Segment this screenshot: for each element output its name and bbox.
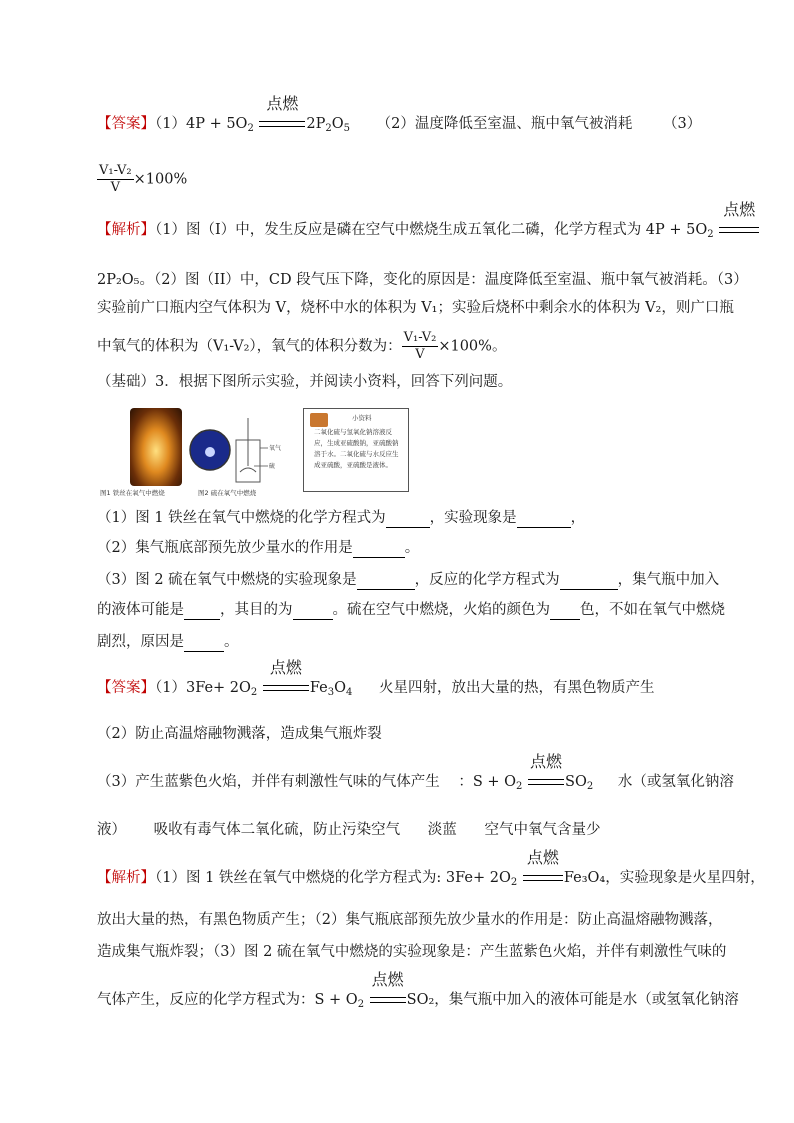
text: 色，不如在氧气中燃烧 [580, 602, 725, 618]
fraction-denominator: V [110, 180, 121, 195]
fraction [97, 163, 134, 196]
eq-left: （1）3Fe+ 2O [155, 680, 251, 696]
answer-2-line-4: 液） 吸收有毒气体二氧化硫，防止污染空气 淡蓝 空气中氧气含量少 [97, 822, 601, 838]
sub: 2 [325, 123, 332, 134]
reaction-arrow [258, 94, 306, 134]
question-3-line-2 [97, 538, 419, 558]
blank[interactable] [184, 605, 220, 620]
answer-text: 火星四射，放出大量的热，有黑色物质产生 [379, 680, 655, 696]
label-sulfur: 硫 [269, 463, 276, 470]
label-oxygen: 氧气 [269, 445, 282, 452]
explain-text: （1）图 1 铁丝在氧气中燃烧的化学方程式为: 3Fe+ 2O [155, 870, 511, 886]
fraction-tail: ×100% [133, 171, 188, 188]
fraction-tail: ×100% [438, 338, 492, 355]
sub: 3 [327, 687, 335, 698]
blank[interactable] [517, 513, 571, 528]
info-note [303, 408, 409, 492]
eq-right-o: O [331, 116, 344, 132]
blank[interactable] [357, 575, 415, 590]
text: 。 [224, 634, 239, 650]
answer-2-line-1 [97, 658, 655, 703]
blank[interactable] [386, 513, 430, 528]
explain-text: 气体产生，反应的化学方程式为：S + O [97, 992, 358, 1008]
text: ，集气瓶中加入 [617, 572, 720, 588]
eq-left: （1）4P + 5O [155, 116, 248, 132]
explain-1-line-2: 2P₂O₅。（2）图（II）中，CD 段气压下降，变化的原因是：温度降低至室温、瓶中氧气被消耗。（3） [97, 272, 748, 288]
answer-text: 水（或氢氧化钠溶 [617, 774, 734, 790]
text: （3）图 2 硫在氧气中燃烧的实验现象是 [97, 572, 357, 588]
figure-2-sulfur-burning [188, 416, 283, 484]
text: ，其目的为 [220, 602, 293, 618]
explain-1-line-1 [97, 200, 760, 245]
condition-label: 点燃 [371, 970, 404, 989]
answer-tag: 【答案】 [97, 116, 155, 132]
explain-tag: 【解析】 [97, 870, 155, 886]
eq-left: ：S + O [458, 774, 517, 790]
answer-1-line [97, 94, 702, 139]
explain-2-line-2: 放出大量的热，有黑色物质产生；（2）集气瓶底部预先放少量水的作用是：防止高温熔融物溅落， [97, 912, 723, 928]
question-3-line-5 [97, 632, 239, 652]
fraction-numerator: V₁-V₂ [403, 330, 437, 345]
condition-label: 点燃 [526, 848, 559, 867]
explain-2-line-4 [97, 970, 739, 1015]
punct: 。 [491, 338, 507, 355]
eq-right: SO [565, 774, 587, 790]
explain-text: 中氧气的体积为（V₁-V₂），氧气的体积分数为： [97, 338, 402, 355]
sub: 2 [250, 687, 258, 698]
text: （1）图 1 铁丝在氧气中燃烧的化学方程式为 [97, 510, 386, 526]
text: 。 [404, 540, 420, 556]
reaction-arrow [527, 752, 565, 792]
sub: 2 [707, 229, 714, 240]
fraction-numerator: V₁-V₂ [99, 163, 132, 178]
answer-3-label: （3） [663, 116, 702, 132]
answer-2: （2）温度降低至室温、瓶中氧气被消耗 [376, 116, 633, 132]
sub: 2 [586, 781, 594, 792]
answer-2-line-2: （2）防止高温熔融物溅落，造成集气瓶炸裂 [97, 726, 382, 742]
blank[interactable] [353, 543, 405, 558]
sub: 5 [343, 123, 351, 134]
eq-right-o: O [334, 680, 347, 696]
explain-text: Fe₃O₄，实验现象是火星四射， [563, 870, 765, 886]
figures [100, 408, 298, 496]
text: 的液体可能是 [97, 602, 184, 618]
eq-right: Fe [309, 680, 328, 696]
note-title: 小资料 [352, 414, 372, 422]
explain-text: （1）图（I）中，发生反应是磷在空气中燃烧生成五氧化二磷，化学方程式为 4P + 5O [155, 222, 708, 238]
question-3-line-3 [97, 570, 719, 590]
text: ， [570, 510, 586, 526]
reaction-arrow [522, 848, 564, 888]
question-3-heading: （基础）3．根据下图所示实验，并阅读小资料，回答下列问题。 [97, 374, 513, 390]
question-3-line-4 [97, 600, 725, 620]
condition-label: 点燃 [723, 200, 756, 219]
condition-label: 点燃 [269, 658, 302, 677]
reaction-arrow [369, 970, 407, 1010]
explain-1-line-4 [97, 330, 506, 363]
sub: 2 [247, 123, 254, 134]
answer-3-fraction [97, 163, 187, 196]
blank[interactable] [184, 637, 224, 652]
explain-2-line-1 [97, 848, 765, 893]
fraction-denominator: V [415, 347, 425, 362]
text: 。硫在空气中燃烧，火焰的颜色为 [332, 602, 550, 618]
sub: 4 [346, 687, 353, 698]
answer-text: （3）产生蓝紫色火焰，并伴有刺激性气味的气体产生 [97, 774, 440, 790]
sub: 2 [357, 999, 365, 1010]
sub: 2 [516, 781, 523, 792]
book-icon [310, 413, 328, 427]
fraction [402, 330, 439, 363]
figure-1-iron-burning [130, 408, 182, 486]
answer-tag: 【答案】 [97, 680, 155, 696]
text: ，反应的化学方程式为 [414, 572, 560, 588]
explain-1-line-3: 实验前广口瓶内空气体积为 V，烧杯中水的体积为 V₁；实验后烧杯中剩余水的体积为 V₂，则广口瓶 [97, 300, 734, 316]
blank[interactable] [560, 575, 618, 590]
reaction-arrow [718, 200, 760, 240]
explain-2-line-3: 造成集气瓶炸裂；（3）图 2 硫在氧气中燃烧的实验现象是：产生蓝紫色火焰，并伴有刺激性气味的 [97, 944, 727, 960]
note-body: 二氧化硫与氢氧化钠溶液反应，生成亚硫酸钠，亚硫酸钠溶于水。二氧化硫与水反应生成亚硫酸，亚硫酸是液体。 [314, 428, 399, 469]
text: ，实验现象是 [429, 510, 517, 526]
condition-label: 点燃 [530, 752, 563, 771]
figure-1-caption: 图1 铁丝在氧气中燃烧 [100, 489, 165, 497]
blank[interactable] [293, 605, 333, 620]
figure-2-caption: 图2 硫在氧气中燃烧 [198, 489, 257, 497]
text: （2）集气瓶底部预先放少量水的作用是 [97, 540, 353, 556]
text: 剧烈，原因是 [97, 634, 184, 650]
question-3-line-1 [97, 508, 585, 528]
condition-label: 点燃 [266, 94, 299, 113]
explain-text: SO₂，集气瓶中加入的液体可能是水（或氢氧化钠溶 [406, 992, 739, 1008]
answer-2-line-3 [97, 752, 734, 797]
eq-right: 2P [306, 116, 326, 132]
sub: 2 [510, 877, 518, 888]
reaction-arrow [262, 658, 310, 698]
blank[interactable] [550, 605, 580, 620]
explain-tag: 【解析】 [97, 222, 155, 238]
